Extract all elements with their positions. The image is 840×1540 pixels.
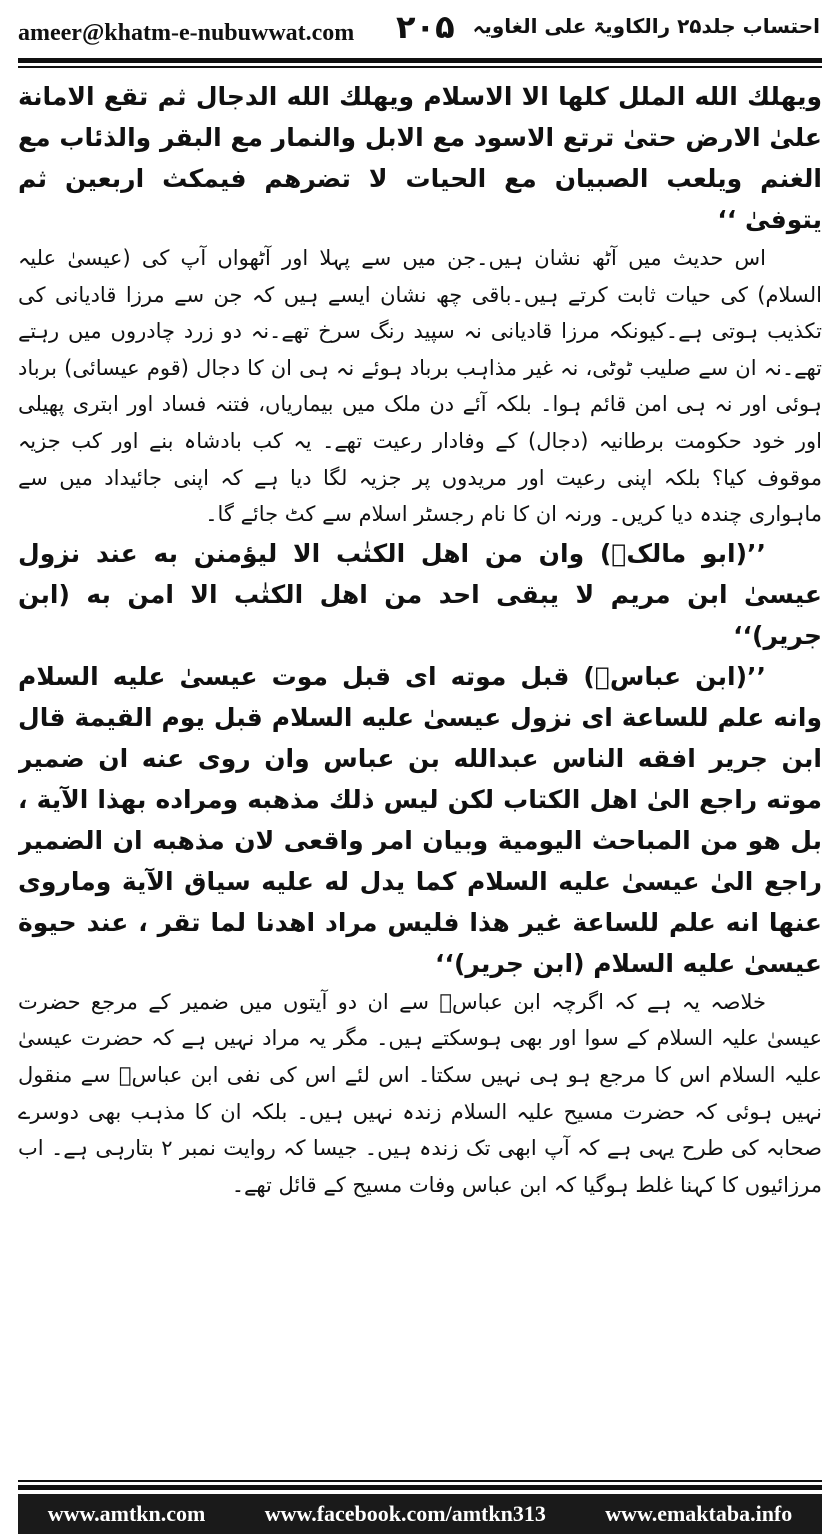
header-email[interactable]: ameer@khatm-e-nubuwwat.com <box>18 20 355 46</box>
header-rule-thick <box>18 58 822 63</box>
footer-link-emaktaba[interactable]: www.emaktaba.info <box>605 1501 793 1526</box>
page-header <box>0 0 840 62</box>
book-title: احتساب جلد۲۵ رالکاویۃ علی الغاویہ <box>472 14 820 38</box>
arabic-quote-ibn-abbas: ’’(ابن عباسؓ) قبل موته اى قبل موت عيسىٰ عليه السلام وانه علم للساعة اى نزول عيسىٰ عليه السلام قبل يوم القيمة قال ابن جرير افقه الناس عبدالله بن عباس وان روى عنه ان ضمير موته راجع الىٰ اهل الكتاب لكن ليس ذلك مذهبه ومراده بهذا الآية ، بل هو من المباحث اليومية وبيان امر واقعى لان مذهبه ان الضمير راجع الىٰ عيسىٰ عليه السلام كما يدل له عليه سياق الآية وماروى عنها انه علم للساعة غير هذا فليس مراد اهدنا لما تقر ، عند حيوة عيسىٰ عليه السلام (ابن جرير)‘‘ <box>18 661 822 978</box>
page-number: ۲۰۵ <box>396 8 455 46</box>
arabic-quote-abu-malik: ’’(ابو مالکؒ) وان من اهل الكتٰب الا ليؤمنن به عند نزول عيسىٰ ابن مريم لا يبقى احد من اهل الكتٰب الا امن به (ابن جرير)‘‘ <box>18 538 822 650</box>
footer-rule-thin <box>18 1480 822 1482</box>
footer-rule-thick <box>18 1485 822 1490</box>
arabic-hadith-text: ويهلك الله الملل كلها الا الاسلام ويهلك الله الدجال ثم تقع الامانة علىٰ الارض حتىٰ ترتع الاسود مع الابل والنمار مع البقر والذئاب مع الغنم ويلعب الصبيان مع الحيات لا تضرهم فيمكث اربعين ثم يتوفىٰ ‘‘ <box>18 82 822 234</box>
footer-link-facebook[interactable]: www.facebook.com/amtkn313 <box>264 1501 546 1526</box>
page-footer <box>18 1494 822 1534</box>
page-body <box>18 76 822 1466</box>
urdu-commentary-paragraph: اس حدیث میں آٹھ نشان ہیں۔جن میں سے پہلا اور آٹھواں آپ کی (عیسیٰ علیہ السلام) کی حیات ثابت کرتے ہیں۔باقی چھ نشان ایسے ہیں کہ جن سے مرزا قادیانی کی تکذیب ہوتی ہے۔کیونکہ مرزا قادیانی نہ سپید رنگ سرخ تھے۔نہ دو زرد چادروں میں رہتے تھے۔نہ ان سے صلیب ٹوٹی، نہ غیر مذاہب برباد ہوئے نہ ہی ان کا دجال (قوم عیسائی) برباد ہوئی اور نہ ہی امن قائم ہوا۔ بلکہ آئے دن ملک میں بیماریاں، فتنہ فساد اور ابتری پھیلی اور خود حکومت برطانیہ (دجال) کے وفادار رعیت تھے۔ یہ کب بادشاہ بنے اور کب جزیہ موقوف کیا؟ بلکہ اپنی رعیت اور مریدوں پر جزیہ لگا دیا ہے کہ اپنی جائیداد میں سے ماہواری چندہ دیا کریں۔ ورنہ ان کا نام رجسٹر اسلام سے کٹ جائے گا۔ <box>18 246 822 527</box>
urdu-summary-paragraph: خلاصہ یہ ہے کہ اگرچہ ابن عباسؓ سے ان دو آیتوں میں ضمیر کے مرجع حضرت عیسیٰ علیہ السلام کے سوا اور بھی ہوسکتے ہیں۔ مگر یہ مراد نہیں ہے کہ حضرت عیسیٰ علیہ السلام اس کا مرجع ہو ہی نہیں سکتا۔ اس لئے اس کی نفی ابن عباسؓ سے منقول نہیں ہوئی کہ حضرت مسیح علیہ السلام زندہ نہیں ہیں۔ بلکہ ان کا مذہب بھی دوسرے صحابہ کی طرح یہی ہے کہ آپ ابھی تک زندہ ہیں۔ جیسا کہ روایت نمبر ۲ بتارہی ہے۔ اب مرزائیوں کا کہنا غلط ہوگیا کہ ابن عباس وفات مسیح کے قائل تھے۔ <box>18 989 822 1197</box>
footer-link-amtkn[interactable]: www.amtkn.com <box>47 1501 206 1526</box>
header-rule-thin <box>18 66 822 68</box>
